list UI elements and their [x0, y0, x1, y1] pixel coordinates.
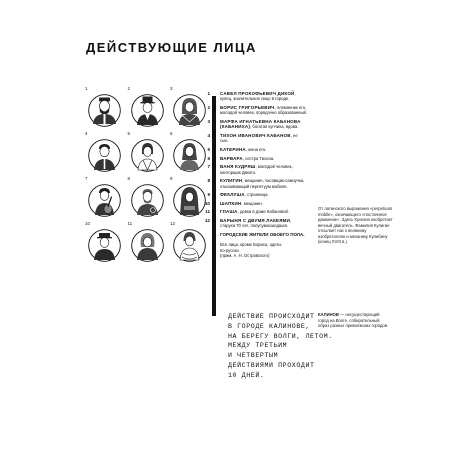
cast-item [207, 105, 307, 116]
cast-description: , купец, значительное лицо в городе. [220, 91, 296, 102]
portrait-number: 2 [127, 86, 131, 91]
portrait-number: 7 [85, 176, 88, 181]
cast-list [204, 91, 307, 259]
cast-name: ФЕКЛУША [220, 192, 245, 198]
cast-item [207, 164, 307, 175]
cast-description: , ее сын. [220, 133, 298, 144]
cast-item [207, 155, 307, 161]
crowd-line: ГОРОДСКИЕ ЖИТЕЛИ ОБОЕГО ПОЛА. [220, 231, 305, 237]
cast-item [207, 178, 307, 189]
setting-line: ДЕЙСТВИЕ ПРОИСХОДИТ [228, 313, 315, 320]
man-portrait-icon [88, 229, 121, 262]
cast-item [207, 91, 307, 102]
cast-item [207, 192, 307, 198]
inventor-portrait-icon [131, 184, 164, 217]
portrait-cell [170, 221, 206, 262]
cast-name: ВАНЯ КУДРЯШ [220, 164, 256, 170]
cast-item [204, 217, 307, 229]
cast-name: МАРФА ИГНАТЬЕВНА КАБАНОВА (КАБАНИХА) [220, 119, 301, 130]
cast-number: 4 [207, 133, 210, 138]
character-portraits-grid [85, 86, 206, 274]
cast-name: САВЕЛ ПРОКОФЬЕВИЧ ДИКОЙ [220, 91, 295, 96]
cast-number: 5 [207, 147, 210, 152]
cast-item [207, 133, 307, 144]
setting-line: ДЕЙСТВИЯМИ ПРОХОДИТ [228, 361, 315, 369]
portrait-cell [85, 221, 121, 262]
cast-description: , богатая купчиха, вдова. [250, 124, 299, 130]
portrait-row [85, 131, 206, 172]
cast-description: , мещанин, часовщик-самоучка, отыскивающий перпетуум мобиле. [220, 178, 305, 189]
portrait-number: 4 [85, 131, 88, 136]
portrait-cell [170, 131, 206, 172]
setting-line: НА БЕРЕГУ ВОЛГИ, ЛЕТОМ. [228, 332, 333, 340]
author-note-line: (прим. А. Н. Островского) [220, 253, 270, 259]
cast-name: КАТЕРИНА [220, 147, 246, 152]
cast-name: БОРИС ГРИГОРЬЕВИЧ [220, 105, 275, 110]
portrait-number: 10 [85, 221, 91, 226]
cast-number: 12 [204, 217, 210, 223]
cast-description: , старуха 70 лет, полусумасшедшая. [220, 217, 292, 229]
cast-description: , мещанин. [241, 200, 263, 206]
portrait-cell [170, 86, 206, 127]
portrait-row [85, 176, 206, 217]
cast-number: 7 [207, 164, 210, 170]
portrait-cell [127, 221, 164, 262]
old-woman-portrait-icon [131, 229, 164, 262]
portrait-row [85, 221, 206, 262]
portrait-number: 9 [170, 176, 173, 181]
old-woman-portrait-icon [173, 94, 206, 127]
page-title: ДЕЙСТВУЮЩИЕ ЛИЦА [86, 40, 257, 55]
portrait-cell [127, 86, 164, 127]
portrait-cell [170, 176, 206, 217]
portrait-number: 1 [85, 86, 88, 91]
cast-number: 10 [204, 200, 210, 206]
cast-number: 3 [207, 119, 210, 124]
girl-portrait-icon [173, 139, 206, 172]
kalinov-footnote [318, 312, 390, 329]
kalinov-term: КАЛИНОВ [318, 312, 339, 317]
cast-description: , сестра Тихона. [242, 155, 275, 161]
man-portrait-icon [88, 139, 121, 172]
portrait-cell [85, 131, 121, 172]
merchant-portrait-icon [88, 94, 121, 127]
author-note-line: Все лица, кроме Бориса, одеты [220, 242, 282, 248]
cast-description: , странница. [244, 192, 269, 198]
cast-name: ГЛАША [220, 209, 238, 215]
author-note [212, 242, 307, 258]
young-man-portrait-icon [131, 94, 164, 127]
author-note-line: по-русски [220, 247, 239, 253]
cast-name: КУЛИГИН [220, 178, 243, 184]
portrait-cell [85, 86, 121, 127]
cast-name: БАРЫНЯ С ДВУМЯ ЛАКЕЯМИ [220, 217, 291, 223]
cast-name: ВАРВАРА [220, 155, 243, 161]
portrait-number: 5 [127, 131, 131, 136]
setting-line: В ГОРОДЕ КАЛИНОВЕ, [228, 322, 311, 330]
setting-line: И ЧЕТВЕРТЫМ [228, 352, 279, 360]
cast-number: 6 [207, 155, 210, 161]
cast-number: 11 [205, 209, 210, 215]
pilgrim-woman-portrait-icon [173, 184, 206, 217]
cast-description: , племянник его, молодой человек, порядочно образованный. [220, 105, 307, 116]
kalinov-definition: — несуществующий город на Волге, собирательный образ разных приволжских городов. [318, 312, 389, 328]
perpetuum-mobile-footnote: От латинского выражения «perpetuum mobile», означающего «постоянное движение». Здесь Кулигин изобретает вечный двигатель. Фамилия Кулигин отсылает нас к великому изобретателю и механику Кулибину (конец XVIII в.). [318, 206, 393, 244]
portrait-cell [127, 176, 164, 217]
man-with-guitar-portrait-icon [88, 184, 121, 217]
cast-item [205, 209, 307, 215]
cast-name: ТИХОН ИВАНОВИЧ КАБАНОВ [220, 133, 291, 138]
portrait-number: 3 [170, 86, 173, 91]
setting-line: 10 ДНЕЙ. [228, 371, 265, 379]
cast-description: , девка в доме Кабановой. [237, 209, 289, 215]
cast-name: ШАПКИН [220, 200, 242, 206]
cast-item [204, 200, 307, 206]
portrait-number: 6 [170, 131, 173, 136]
portrait-cell [85, 176, 121, 217]
cast-description: , жена его. [245, 147, 267, 152]
cast-number: 8 [207, 178, 210, 184]
portrait-number: 12 [170, 221, 176, 226]
portrait-cell [127, 131, 164, 172]
cast-number: 2 [207, 105, 210, 110]
cast-item [207, 119, 307, 130]
cast-number: 9 [207, 192, 210, 198]
young-woman-portrait-icon [131, 139, 164, 172]
cast-description: , молодой человек, конторщик Дикого. [220, 164, 293, 175]
portrait-number: 11 [127, 221, 133, 226]
cast-number: 1 [207, 91, 210, 96]
portrait-number: 8 [127, 176, 131, 181]
portrait-row [85, 86, 206, 127]
lady-portrait-icon [173, 229, 206, 262]
setting-line: МЕЖДУ ТРЕТЬИМ [228, 342, 288, 350]
cast-item [207, 147, 307, 152]
